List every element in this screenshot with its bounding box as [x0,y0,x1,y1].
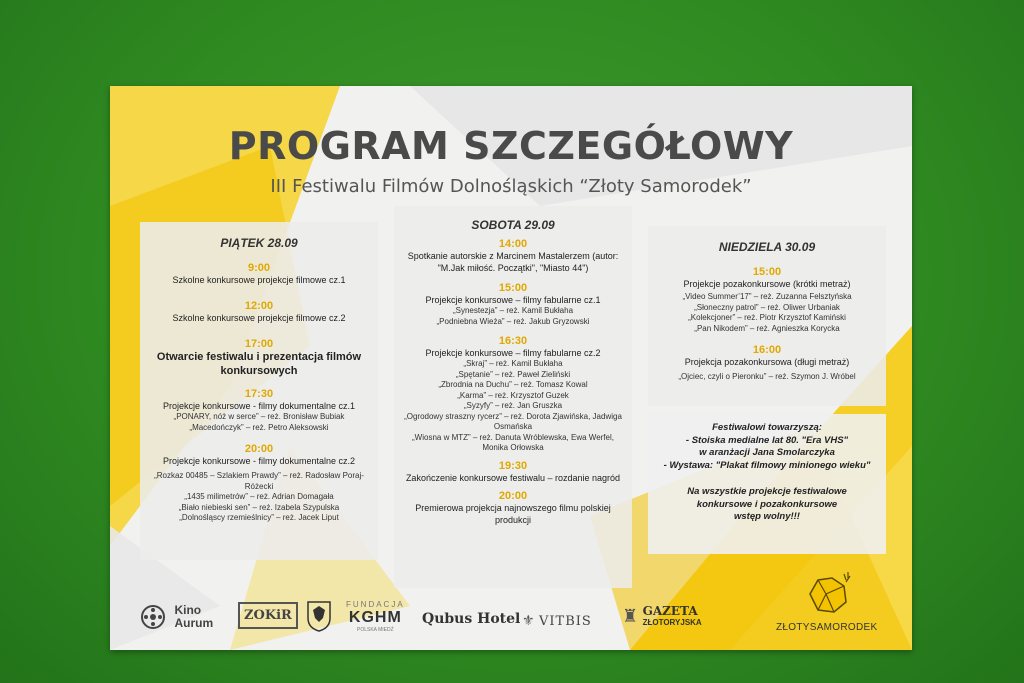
event-title: Projekcja pozakonkursowa (długi metraż) [684,357,850,367]
time-label: 15:00 [498,282,528,294]
film-credit: „Macedończyk” – reż. Petro Aleksowski [189,422,329,432]
film-credit: „Podniebna Wieża” – reż. Jakub Gryzowski [436,316,590,326]
event-title: Zakończenie konkursowe festiwalu – rozdanie nagród [405,472,621,483]
info-line: w aranżacji Jana Smolarczyka [699,447,835,458]
day-column-friday [140,222,378,560]
time-label: 20:00 [498,489,528,502]
fundacja-text: FUNDACJA [346,600,405,609]
film-credit: „Słoneczny patrol” – reż. Oliwer Urbaniak [694,302,840,312]
poster-title: PROGRAM SZCZEGÓŁOWY [228,124,794,168]
film-credit: „1435 milimetrów” – reż. Adrian Domagała [184,492,334,501]
vitbis-text: VITBIS [539,614,592,629]
event-title: Projekcje konkursowe - filmy dokumentalne cz.2 [162,456,356,466]
kghm-logo [346,600,405,633]
event-title: Projekcje konkursowe – filmy fabularne cz.2 [425,348,601,358]
film-credit: „PONARY, nóż w serce” – reż. Bronisław Bubiak [173,412,345,421]
film-credit: „Syzyfy” – reż. Jan Gruszka [463,401,563,410]
time-label: 19:30 [498,459,528,472]
zloty-samorodek-text: ZŁOTYSAMORODEK [776,622,878,633]
info-line: wstęp wolny!!! [734,511,800,522]
info-line: Festiwalowi towarzyszą: [712,422,822,433]
film-credit: „Karma” – reż. Krzysztof Guzek [457,390,569,400]
event-title: Spotkanie autorskie z Marcinem Mastalerzem (autor: "M.Jak miłość. Początki", "Miasto 44") [407,251,619,273]
film-credit: „Dolnośląscy rzemieślnicy” – reż. Jacek Liput [179,513,339,522]
film-credit: „Skraj” – reż. Kamil Bukłaha [463,359,563,368]
polska-miedz-text: POLSKA MIEDŹ [356,627,394,633]
vitbis-logo [522,612,592,630]
film-credit: „Spętanie” – reż. Paweł Zieliński [455,369,571,379]
info-line: - Stoiska medialne lat 80. "Era VHS" [685,434,849,446]
event-title: Otwarcie festiwalu i prezentacja filmów konkursowych [156,351,362,377]
day-heading: NIEDZIELA 30.09 [718,240,816,254]
day-column-sunday [648,226,886,406]
time-label: 16:00 [752,344,782,356]
time-label: 16:30 [498,335,528,347]
time-label: 14:00 [498,238,528,250]
kino-aurum-text: Kino Aurum [174,603,214,630]
gazeta-emblem-icon: ♜ [622,606,639,626]
info-line: - Wystawa: "Plakat filmowy minionego wieku" [663,459,871,471]
info-line: konkursowe i pozakonkursowe [696,498,838,510]
time-label: 20:00 [244,443,274,455]
kino-aurum-logo [140,604,226,630]
day-column-saturday [394,206,632,588]
zloty-samorodek-emblem [804,570,852,621]
event-title: Szkolne konkursowe projekcje filmowe cz.2 [172,313,346,323]
film-credit: „Synestezja” – reż. Kamil Bukłaha [452,306,574,315]
poster-subtitle: III Festiwalu Filmów Dolnośląskich “Złoty Samorodek” [270,176,752,197]
gazeta-text: GAZETA [642,604,698,618]
coat-of-arms-icon [306,600,332,632]
event-title: Szkolne konkursowe projekcje filmowe cz.1 [172,275,346,285]
zlotoryjska-text: ZŁOTORYJSKA [642,618,702,627]
nugget-icon [804,570,852,616]
event-title: Projekcje konkursowe - filmy dokumentalne cz.1 [162,401,356,411]
time-label: 12:00 [244,300,274,312]
film-credit: „Kolekcjoner” – reż. Piotr Krzysztof Kamiński [688,313,846,322]
film-credit: „Pan Nikodem” – reż. Agnieszka Korycka [694,323,840,333]
fleur-icon: ⚜ [522,612,535,628]
qubus-hotel-logo: Qubus Hotel [422,611,521,627]
film-credit: „Zbrodnia na Duchu” – reż. Tomasz Kowal [438,380,588,389]
info-line: Na wszystkie projekcje festiwalowe [687,486,847,497]
time-label: 17:00 [244,338,274,350]
film-credit: „Video Summer’17” – reż. Zuzanna Felsztyńska [682,292,852,301]
time-label: 17:30 [244,388,274,400]
time-label: 9:00 [247,262,271,274]
event-title: Projekcje pozakonkursowe (krótki metraż) [683,279,851,289]
event-title: Projekcje konkursowe – filmy fabularne cz.1 [425,295,601,305]
day-heading: PIĄTEK 28.09 [220,236,298,250]
festival-poster [110,86,912,650]
gazeta-zlotoryjska-logo [622,606,702,630]
film-credit: „Ojciec, czyli o Pieronku” – reż. Szymon J. Wróbel [678,372,856,381]
info-box [648,414,886,554]
day-heading: SOBOTA 29.09 [471,218,555,232]
event-title: Premierowa projekcja najnowszego filmu polskiej produkcji [415,502,611,525]
zokir-logo: ZOKiR [238,602,298,629]
film-credit: „Rozkaz 00485 – Szlakiem Prawdy” – reż. Radosław Poraj-Różecki [154,471,364,491]
crest-logo [306,600,332,637]
film-credit: „Ogrodowy straszny rycerz” – reż. Dorota Zjawińska, Jadwiga Osmańska [404,411,622,431]
film-credit: „Wiosna w MTZ” – reż. Danuta Wróblewska, Ewa Werfel, Monika Orłowska [412,432,614,452]
film-reel-icon [140,604,170,630]
time-label: 15:00 [752,266,782,278]
kghm-text: KGHM [348,609,402,626]
film-credit: „Biało niebieski sen” – reż. Izabela Szypulska [178,502,340,512]
